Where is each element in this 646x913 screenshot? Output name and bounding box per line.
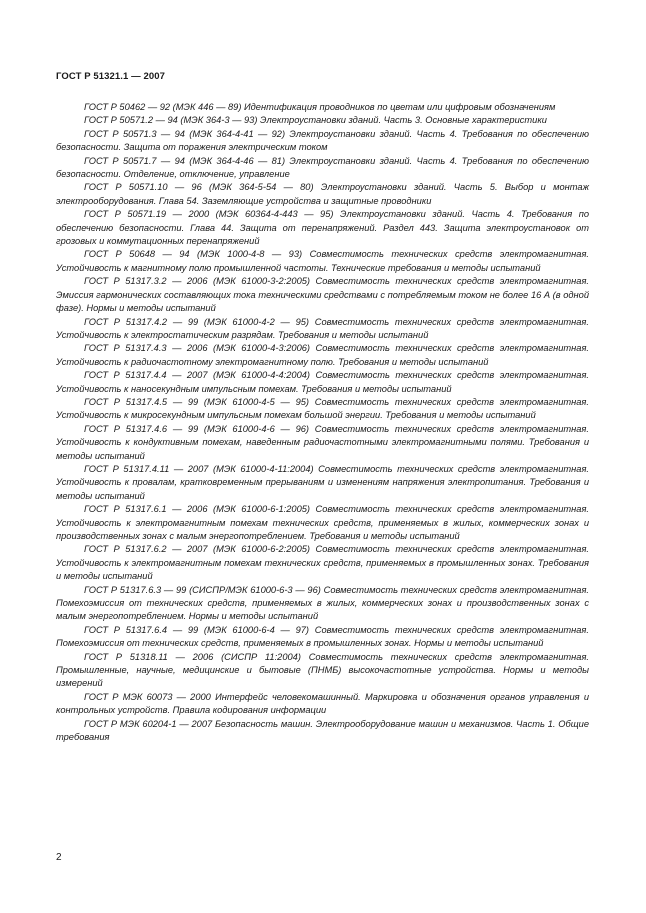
page-header: ГОСТ Р 51321.1 — 2007 (56, 71, 166, 82)
reference-item: ГОСТ Р 51317.6.2 — 2007 (МЭК 61000-6-2:2005) Совместимость технических средств электромагнитная. Устойчивость к электромагнитным помехам технических средств, применяемых в промышленных зонах. Требования и методы испытаний (56, 544, 589, 582)
reference-item: ГОСТ Р 50571.2 — 94 (МЭК 364-3 — 93) Электроустановки зданий. Часть 3. Основные характеристики (84, 115, 547, 126)
reference-item: ГОСТ Р 51318.11 — 2006 (СИСПР 11:2004) Совместимость технических средств электромагнитная. Промышленные, научные, медицинские и бытовые (ПНМБ) высокочастотные устройства. Нормы и методы измерений (56, 651, 589, 689)
reference-item: ГОСТ Р 50571.19 — 2000 (МЭК 60364-4-443 — 95) Электроустановки зданий. Часть 4. Требования по обеспечению безопасности. Глава 44. Защита от перенапряжений. Раздел 443. Защита электроустановок от грозовых и коммутационных перенапряжений (56, 209, 589, 247)
reference-item: ГОСТ Р 51317.6.3 — 99 (СИСПР/МЭК 61000-6-3 — 96) Совместимость технических средств электромагнитная. Помехоэмиссия от технических средств, применяемых в жилых, коммерческих зонах и производственных зонах с малым энергопотреблением. Нормы и методы испытаний (56, 584, 589, 622)
reference-item: ГОСТ Р 51317.4.11 — 2007 (МЭК 61000-4-11:2004) Совместимость технических средств электромагнитная. Устойчивость к провалам, кратковременным прерываниям и изменениям напряжения электропитания. Требования и методы испытаний (56, 463, 589, 501)
reference-item: ГОСТ Р 51317.4.4 — 2007 (МЭК 61000-4-4:2004) Совместимость технических средств электромагнитная. Устойчивость к наносекундным импульсным помехам. Требования и методы испытаний (56, 370, 589, 394)
reference-item: ГОСТ Р 50571.10 — 96 (МЭК 364-5-54 — 80) Электроустановки зданий. Часть 5. Выбор и монтаж электрооборудования. Глава 54. Заземляющие устройства и защитные проводники (56, 182, 589, 206)
reference-item: ГОСТ Р 51317.3.2 — 2006 (МЭК 61000-3-2:2005) Совместимость технических средств электромагнитная. Эмиссия гармонических составляющих тока техническими средствами с потребляемым током не более 16 А (в одной фазе). Нормы и методы испытаний (56, 276, 589, 314)
reference-list (56, 101, 589, 745)
reference-item: ГОСТ Р 50648 — 94 (МЭК 1000-4-8 — 93) Совместимость технических средств электромагнитная. Устойчивость к магнитному полю промышленной частоты. Технические требования и методы испытаний (56, 249, 589, 273)
reference-item: ГОСТ Р МЭК 60204-1 — 2007 Безопасность машин. Электрооборудование машин и механизмов. Часть 1. Общие требования (56, 718, 589, 743)
reference-item: ГОСТ Р 51317.6.4 — 99 (МЭК 61000-6-4 — 97) Совместимость технических средств электромагнитная. Помехоэмиссия от технических средств, применяемых в промышленных зонах. Нормы и методы испытаний (56, 624, 589, 649)
reference-item: ГОСТ Р 50571.7 — 94 (МЭК 364-4-46 — 81) Электроустановки зданий. Часть 4. Требования по обеспечению безопасности. Отделение, отключение, управление (56, 155, 589, 180)
reference-item: ГОСТ Р 51317.4.3 — 2006 (МЭК 61000-4-3:2006) Совместимость технических средств электромагнитная. Устойчивость к радиочастотному электромагнитному полю. Требования и методы испытаний (56, 343, 589, 367)
reference-item: ГОСТ Р 51317.4.2 — 99 (МЭК 61000-4-2 — 95) Совместимость технических средств электромагнитная. Устойчивость к электростатическим разрядам. Требования и методы испытаний (56, 316, 589, 340)
reference-item: ГОСТ Р 50462 — 92 (МЭК 446 — 89) Идентификация проводников по цветам или цифровым обозначениям (84, 102, 556, 112)
reference-item: ГОСТ Р 51317.6.1 — 2006 (МЭК 61000-6-1:2005) Совместимость технических средств электромагнитная. Устойчивость к электромагнитным помехам технических средств, применяемых в жилых, коммерческих зонах и производственных зонах с малым энергопотреблением. Требования и методы испытаний (56, 504, 589, 541)
reference-item: ГОСТ Р МЭК 60073 — 2000 Интерфейс человекомашинный. Маркировка и обозначения органов управления и контрольных устройств. Правила кодирования информации (56, 691, 589, 716)
reference-item: ГОСТ Р 51317.4.5 — 99 (МЭК 61000-4-5 — 95) Совместимость технических средств электромагнитная. Устойчивость к микросекундным импульсным помехам большой энергии. Требования и методы испытаний (56, 396, 589, 421)
reference-item: ГОСТ Р 51317.4.6 — 99 (МЭК 61000-4-6 — 96) Совместимость технических средств электромагнитная. Устойчивость к кондуктивным помехам, наведенным радиочастотными электромагнитными полями. Требования и методы испытаний (56, 423, 589, 461)
page-number: 2 (56, 852, 62, 863)
reference-item: ГОСТ Р 50571.3 — 94 (МЭК 364-4-41 — 92) Электроустановки зданий. Часть 4. Требования по обеспечению безопасности. Защита от поражения электрическим током (56, 128, 589, 153)
